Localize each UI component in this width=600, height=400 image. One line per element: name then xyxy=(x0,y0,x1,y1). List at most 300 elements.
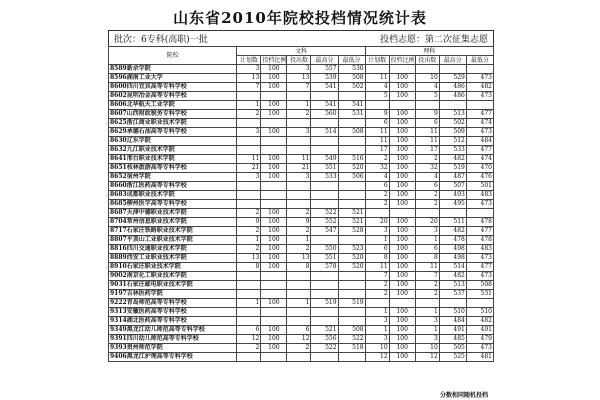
value-cell xyxy=(287,200,311,209)
value-cell: 552 xyxy=(311,218,338,227)
choice-label: 投档志愿：第二次征集志愿 xyxy=(379,35,488,45)
school-name-cell: 9031石家庄邮电职业技术学院 xyxy=(109,281,237,290)
value-cell: 100 xyxy=(389,254,415,263)
value-cell xyxy=(261,146,287,155)
value-cell xyxy=(237,182,261,191)
school-name-cell: 8683成都职业技术学院 xyxy=(109,191,237,200)
value-cell: 485 xyxy=(439,335,466,344)
school-name-cell: 8632九江职业技术学院 xyxy=(109,146,237,155)
value-cell xyxy=(261,200,287,209)
value-cell xyxy=(237,272,261,281)
value-cell: 4 xyxy=(365,83,389,92)
school-name-cell: 8630辽东学院 xyxy=(109,137,237,146)
value-cell: 3 xyxy=(237,173,261,182)
value-cell: 1 xyxy=(365,236,389,245)
school-name-cell: 9002南京化工职业技术学院 xyxy=(109,272,237,281)
value-cell: 4 xyxy=(365,173,389,182)
value-cell: 100 xyxy=(261,173,287,182)
value-cell: 3 xyxy=(415,335,439,344)
value-cell: 7 xyxy=(415,272,439,281)
value-cell xyxy=(287,317,311,326)
value-cell xyxy=(311,137,338,146)
value-cell xyxy=(338,137,365,146)
value-cell: 100 xyxy=(389,110,415,119)
table-row xyxy=(109,209,494,218)
value-cell: 518 xyxy=(338,344,365,353)
school-name-cell: 8607山西财政税务专科学校 xyxy=(109,110,237,119)
header-like-plan: 计划数 xyxy=(365,56,389,65)
value-cell xyxy=(237,317,261,326)
table-row xyxy=(109,173,494,182)
value-cell: 20 xyxy=(415,218,439,227)
value-cell: 2 xyxy=(365,281,389,290)
value-cell: 519 xyxy=(311,299,338,308)
value-cell xyxy=(311,236,338,245)
value-cell: 7 xyxy=(287,83,311,92)
value-cell: 470 xyxy=(466,164,493,173)
school-name-cell: 8651枝林旅游高等专科学校 xyxy=(109,164,237,173)
value-cell xyxy=(287,353,311,362)
table-row xyxy=(109,344,494,353)
value-cell: 3 xyxy=(287,65,311,74)
value-cell: 509 xyxy=(439,128,466,137)
table-row xyxy=(109,227,494,236)
value-cell: 474 xyxy=(466,119,493,128)
value-cell: 514 xyxy=(311,128,338,137)
value-cell: 100 xyxy=(389,218,415,227)
batch-bar xyxy=(108,30,494,46)
value-cell: 9 xyxy=(365,110,389,119)
value-cell: 487 xyxy=(439,173,466,182)
value-cell: 477 xyxy=(466,146,493,155)
value-cell: 100 xyxy=(389,164,415,173)
value-cell xyxy=(237,281,261,290)
value-cell: 11 xyxy=(237,155,261,164)
table-row xyxy=(109,164,494,173)
value-cell xyxy=(311,146,338,155)
value-cell: 1 xyxy=(365,308,389,317)
value-cell xyxy=(338,308,365,317)
value-cell: 1 xyxy=(415,236,439,245)
value-cell: 10 xyxy=(415,344,439,353)
value-cell: 2 xyxy=(287,344,311,353)
school-name-cell: 8602昆明冶金高等专科学校 xyxy=(109,92,237,101)
value-cell: 533 xyxy=(311,173,338,182)
value-cell: 2 xyxy=(237,227,261,236)
value-cell: 100 xyxy=(261,65,287,74)
value-cell: 477 xyxy=(466,110,493,119)
value-cell: 100 xyxy=(389,263,415,272)
header-school: 院校 xyxy=(109,47,237,65)
value-cell xyxy=(261,182,287,191)
table-row xyxy=(109,83,494,92)
school-name-cell: 8606北华航天工业学院 xyxy=(109,101,237,110)
table-row xyxy=(109,335,494,344)
value-cell xyxy=(287,92,311,101)
value-cell: 508 xyxy=(338,74,365,83)
value-cell xyxy=(261,191,287,200)
value-cell: 11 xyxy=(365,263,389,272)
value-cell: 551 xyxy=(311,254,338,263)
value-cell: 100 xyxy=(389,245,415,254)
value-cell: 478 xyxy=(439,236,466,245)
value-cell xyxy=(287,308,311,317)
value-cell: 100 xyxy=(261,263,287,272)
value-cell: 2 xyxy=(287,209,311,218)
value-cell: 100 xyxy=(261,299,287,308)
header-row-groups xyxy=(109,47,494,56)
value-cell xyxy=(439,299,466,308)
value-cell: 512 xyxy=(439,137,466,146)
school-name-cell: 9313安徽医药高等专科学校 xyxy=(109,308,237,317)
table-row xyxy=(109,317,494,326)
table-row xyxy=(109,299,494,308)
value-cell xyxy=(338,182,365,191)
table-row xyxy=(109,236,494,245)
value-cell: 32 xyxy=(365,164,389,173)
school-name-cell: 8685柳州医学高等专科学校 xyxy=(109,200,237,209)
value-cell: 11 xyxy=(365,128,389,137)
value-cell xyxy=(389,209,415,218)
value-cell xyxy=(311,191,338,200)
value-cell xyxy=(338,191,365,200)
value-cell: 549 xyxy=(311,155,338,164)
value-cell: 474 xyxy=(466,155,493,164)
value-cell: 10 xyxy=(415,74,439,83)
value-cell: 6 xyxy=(365,245,389,254)
value-cell: 100 xyxy=(389,290,415,299)
value-cell xyxy=(261,317,287,326)
value-cell: 100 xyxy=(389,119,415,128)
table-row xyxy=(109,281,494,290)
value-cell: 560 xyxy=(311,110,338,119)
school-name-cell: 8910石家庄职业技术学院 xyxy=(109,263,237,272)
value-cell: 9 xyxy=(237,218,261,227)
value-cell: 100 xyxy=(261,128,287,137)
header-like: 理科 xyxy=(365,47,493,56)
school-name-cell: 8629承德石油高等专科学校 xyxy=(109,128,237,137)
value-cell xyxy=(338,119,365,128)
value-cell: 9 xyxy=(415,110,439,119)
value-cell xyxy=(237,191,261,200)
value-cell xyxy=(237,353,261,362)
value-cell: 473 xyxy=(466,254,493,263)
value-cell: 1 xyxy=(237,299,261,308)
value-cell: 100 xyxy=(389,200,415,209)
school-name-cell: 8704常州信息职业技术学院 xyxy=(109,218,237,227)
value-cell: 5 xyxy=(415,92,439,101)
value-cell: 2 xyxy=(287,227,311,236)
value-cell: 100 xyxy=(389,281,415,290)
value-cell: 522 xyxy=(311,209,338,218)
value-cell: 477 xyxy=(466,227,493,236)
value-cell: 1 xyxy=(237,101,261,110)
value-cell: 473 xyxy=(466,128,493,137)
header-wenke-plan: 计划数 xyxy=(237,56,261,65)
school-name-cell: 8687天津中德职业技术学院 xyxy=(109,209,237,218)
value-cell: 8 xyxy=(415,254,439,263)
value-cell: 486 xyxy=(439,83,466,92)
value-cell xyxy=(311,200,338,209)
school-name-cell: 8600四川宜宾高等专科学校 xyxy=(109,83,237,92)
value-cell: 11 xyxy=(415,263,439,272)
value-cell: 3 xyxy=(415,317,439,326)
value-cell: 541 xyxy=(311,101,338,110)
value-cell: 502 xyxy=(439,119,466,128)
value-cell: 100 xyxy=(389,137,415,146)
value-cell: 473 xyxy=(466,200,493,209)
value-cell: 473 xyxy=(466,92,493,101)
value-cell: 100 xyxy=(389,191,415,200)
value-cell xyxy=(287,137,311,146)
school-name-cell: 8625浙江商业职业技术学院 xyxy=(109,119,237,128)
value-cell: 13 xyxy=(237,254,261,263)
table-row xyxy=(109,146,494,155)
value-cell: 529 xyxy=(439,74,466,83)
value-cell: 556 xyxy=(311,335,338,344)
batch-label: 批次：6专科(高职)一批 xyxy=(114,35,208,45)
value-cell: 12 xyxy=(287,335,311,344)
header-like-min: 最低分 xyxy=(466,56,493,65)
value-cell: 4 xyxy=(415,83,439,92)
value-cell xyxy=(311,353,338,362)
value-cell: 508 xyxy=(338,128,365,137)
value-cell: 521 xyxy=(311,326,338,335)
table-row xyxy=(109,92,494,101)
value-cell: 21 xyxy=(237,164,261,173)
value-cell: 478 xyxy=(466,236,493,245)
value-cell: 473 xyxy=(466,74,493,83)
value-cell xyxy=(261,308,287,317)
value-cell xyxy=(237,308,261,317)
value-cell: 3 xyxy=(365,227,389,236)
value-cell: 3 xyxy=(365,317,389,326)
value-cell: 3 xyxy=(237,128,261,137)
value-cell: 8 xyxy=(365,254,389,263)
value-cell: 482 xyxy=(439,227,466,236)
value-cell xyxy=(439,65,466,74)
value-cell xyxy=(287,281,311,290)
value-cell: 505 xyxy=(439,344,466,353)
table-row xyxy=(109,353,494,362)
value-cell xyxy=(415,101,439,110)
value-cell xyxy=(415,299,439,308)
value-cell: 550 xyxy=(311,245,338,254)
value-cell: 7 xyxy=(365,272,389,281)
footnote: 分数相同随机投档 xyxy=(440,392,489,399)
value-cell: 3 xyxy=(365,335,389,344)
value-cell: 484 xyxy=(439,317,466,326)
value-cell: 547 xyxy=(311,227,338,236)
value-cell: 578 xyxy=(311,263,338,272)
admission-table xyxy=(108,46,494,362)
value-cell: 100 xyxy=(389,344,415,353)
table-row xyxy=(109,290,494,299)
value-cell: 2 xyxy=(287,245,311,254)
value-cell: 1 xyxy=(365,326,389,335)
value-cell: 100 xyxy=(261,164,287,173)
value-cell: 8 xyxy=(287,263,311,272)
value-cell xyxy=(389,101,415,110)
value-cell: 3 xyxy=(237,65,261,74)
header-wenke: 文科 xyxy=(237,47,365,56)
table-row xyxy=(109,254,494,263)
value-cell: 100 xyxy=(389,92,415,101)
value-cell xyxy=(338,290,365,299)
value-cell xyxy=(311,317,338,326)
value-cell: 17 xyxy=(415,146,439,155)
value-cell: 2 xyxy=(415,200,439,209)
value-cell: 520 xyxy=(338,254,365,263)
value-cell xyxy=(311,272,338,281)
value-cell: 551 xyxy=(311,164,338,173)
value-cell: 525 xyxy=(439,353,466,362)
page-title: 山东省2010年院校投档情况统计表 xyxy=(173,9,427,27)
value-cell xyxy=(415,65,439,74)
value-cell xyxy=(261,281,287,290)
value-cell: 32 xyxy=(415,164,439,173)
school-name-cell: 8596湖南工业大学 xyxy=(109,74,237,83)
value-cell: 100 xyxy=(389,83,415,92)
value-cell: 1 xyxy=(287,236,311,245)
value-cell: 10 xyxy=(365,344,389,353)
value-cell xyxy=(439,209,466,218)
value-cell xyxy=(261,353,287,362)
school-name-cell: 8652宿州学院 xyxy=(109,173,237,182)
value-cell: 100 xyxy=(389,272,415,281)
value-cell: 100 xyxy=(389,353,415,362)
value-cell: 6 xyxy=(415,245,439,254)
value-cell: 486 xyxy=(439,92,466,101)
value-cell xyxy=(466,299,493,308)
school-name-cell: 9393贵州师范学院 xyxy=(109,344,237,353)
value-cell: 2 xyxy=(237,110,261,119)
value-cell: 13 xyxy=(237,74,261,83)
value-cell xyxy=(311,290,338,299)
table-row xyxy=(109,119,494,128)
value-cell: 100 xyxy=(261,326,287,335)
header-like-ratio: 投档比例 xyxy=(390,56,415,64)
table-row xyxy=(109,65,494,74)
value-cell: 511 xyxy=(439,218,466,227)
school-name-cell: 8717石家庄铁路职业技术学院 xyxy=(109,227,237,236)
value-cell xyxy=(261,119,287,128)
value-cell: 528 xyxy=(338,227,365,236)
value-cell: 2 xyxy=(365,155,389,164)
value-cell: 520 xyxy=(338,164,365,173)
value-cell: 13 xyxy=(287,254,311,263)
value-cell: 483 xyxy=(466,245,493,254)
value-cell xyxy=(287,272,311,281)
value-cell xyxy=(338,353,365,362)
value-cell: 100 xyxy=(389,74,415,83)
value-cell: 100 xyxy=(261,101,287,110)
value-cell xyxy=(237,146,261,155)
table-row xyxy=(109,191,494,200)
value-cell xyxy=(261,290,287,299)
value-cell: 11 xyxy=(415,137,439,146)
value-cell: 100 xyxy=(261,83,287,92)
table-body xyxy=(109,65,494,362)
value-cell xyxy=(338,236,365,245)
value-cell: 516 xyxy=(338,155,365,164)
value-cell xyxy=(466,101,493,110)
value-cell: 6 xyxy=(237,326,261,335)
value-cell: 11 xyxy=(287,155,311,164)
header-like-max: 最高分 xyxy=(439,56,466,65)
value-cell: 2 xyxy=(415,290,439,299)
value-cell: 482 xyxy=(466,317,493,326)
value-cell: 506 xyxy=(338,173,365,182)
value-cell: 1 xyxy=(415,308,439,317)
school-name-cell: 8816四川交通职业技术学院 xyxy=(109,245,237,254)
table-row xyxy=(109,137,494,146)
value-cell: 521 xyxy=(338,218,365,227)
value-cell: 510 xyxy=(466,308,493,317)
value-cell xyxy=(466,209,493,218)
value-cell: 100 xyxy=(261,335,287,344)
value-cell: 11 xyxy=(365,74,389,83)
value-cell: 539 xyxy=(311,74,338,83)
value-cell: 513 xyxy=(439,110,466,119)
value-cell xyxy=(287,191,311,200)
value-cell: 2 xyxy=(287,110,311,119)
value-cell: 513 xyxy=(439,281,466,290)
header-like-toudang: 投出数 xyxy=(415,56,439,65)
school-name-cell: 8641邢台职业技术学院 xyxy=(109,155,237,164)
value-cell: 522 xyxy=(311,344,338,353)
value-cell xyxy=(237,290,261,299)
value-cell: 523 xyxy=(338,245,365,254)
table-row xyxy=(109,272,494,281)
value-cell: 1 xyxy=(237,236,261,245)
value-cell: 6 xyxy=(365,119,389,128)
value-cell: 473 xyxy=(466,344,493,353)
value-cell: 495 xyxy=(439,200,466,209)
value-cell: 2 xyxy=(415,191,439,200)
value-cell: 100 xyxy=(389,335,415,344)
table-row xyxy=(109,110,494,119)
value-cell: 4 xyxy=(415,173,439,182)
value-cell: 501 xyxy=(466,182,493,191)
value-cell: 6 xyxy=(287,326,311,335)
value-cell: 1 xyxy=(287,101,311,110)
header-wenke-ratio: 投档比例 xyxy=(262,56,287,64)
value-cell: 537 xyxy=(439,290,466,299)
value-cell: 100 xyxy=(389,182,415,191)
value-cell: 482 xyxy=(439,155,466,164)
school-name-cell: 9391四川幼儿师范高等专科学校 xyxy=(109,335,237,344)
table-row xyxy=(109,200,494,209)
value-cell xyxy=(338,146,365,155)
value-cell: 17 xyxy=(365,146,389,155)
value-cell: 531 xyxy=(466,290,493,299)
value-cell: 2 xyxy=(365,290,389,299)
value-cell: 100 xyxy=(261,110,287,119)
value-cell: 508 xyxy=(466,281,493,290)
value-cell: 481 xyxy=(466,353,493,362)
value-cell: 20 xyxy=(365,218,389,227)
value-cell: 483 xyxy=(466,191,493,200)
value-cell xyxy=(466,65,493,74)
value-cell xyxy=(338,272,365,281)
table-row xyxy=(109,245,494,254)
value-cell: 482 xyxy=(466,83,493,92)
value-cell: 100 xyxy=(389,146,415,155)
value-cell: 2 xyxy=(237,344,261,353)
value-cell: 541 xyxy=(311,83,338,92)
value-cell xyxy=(311,92,338,101)
